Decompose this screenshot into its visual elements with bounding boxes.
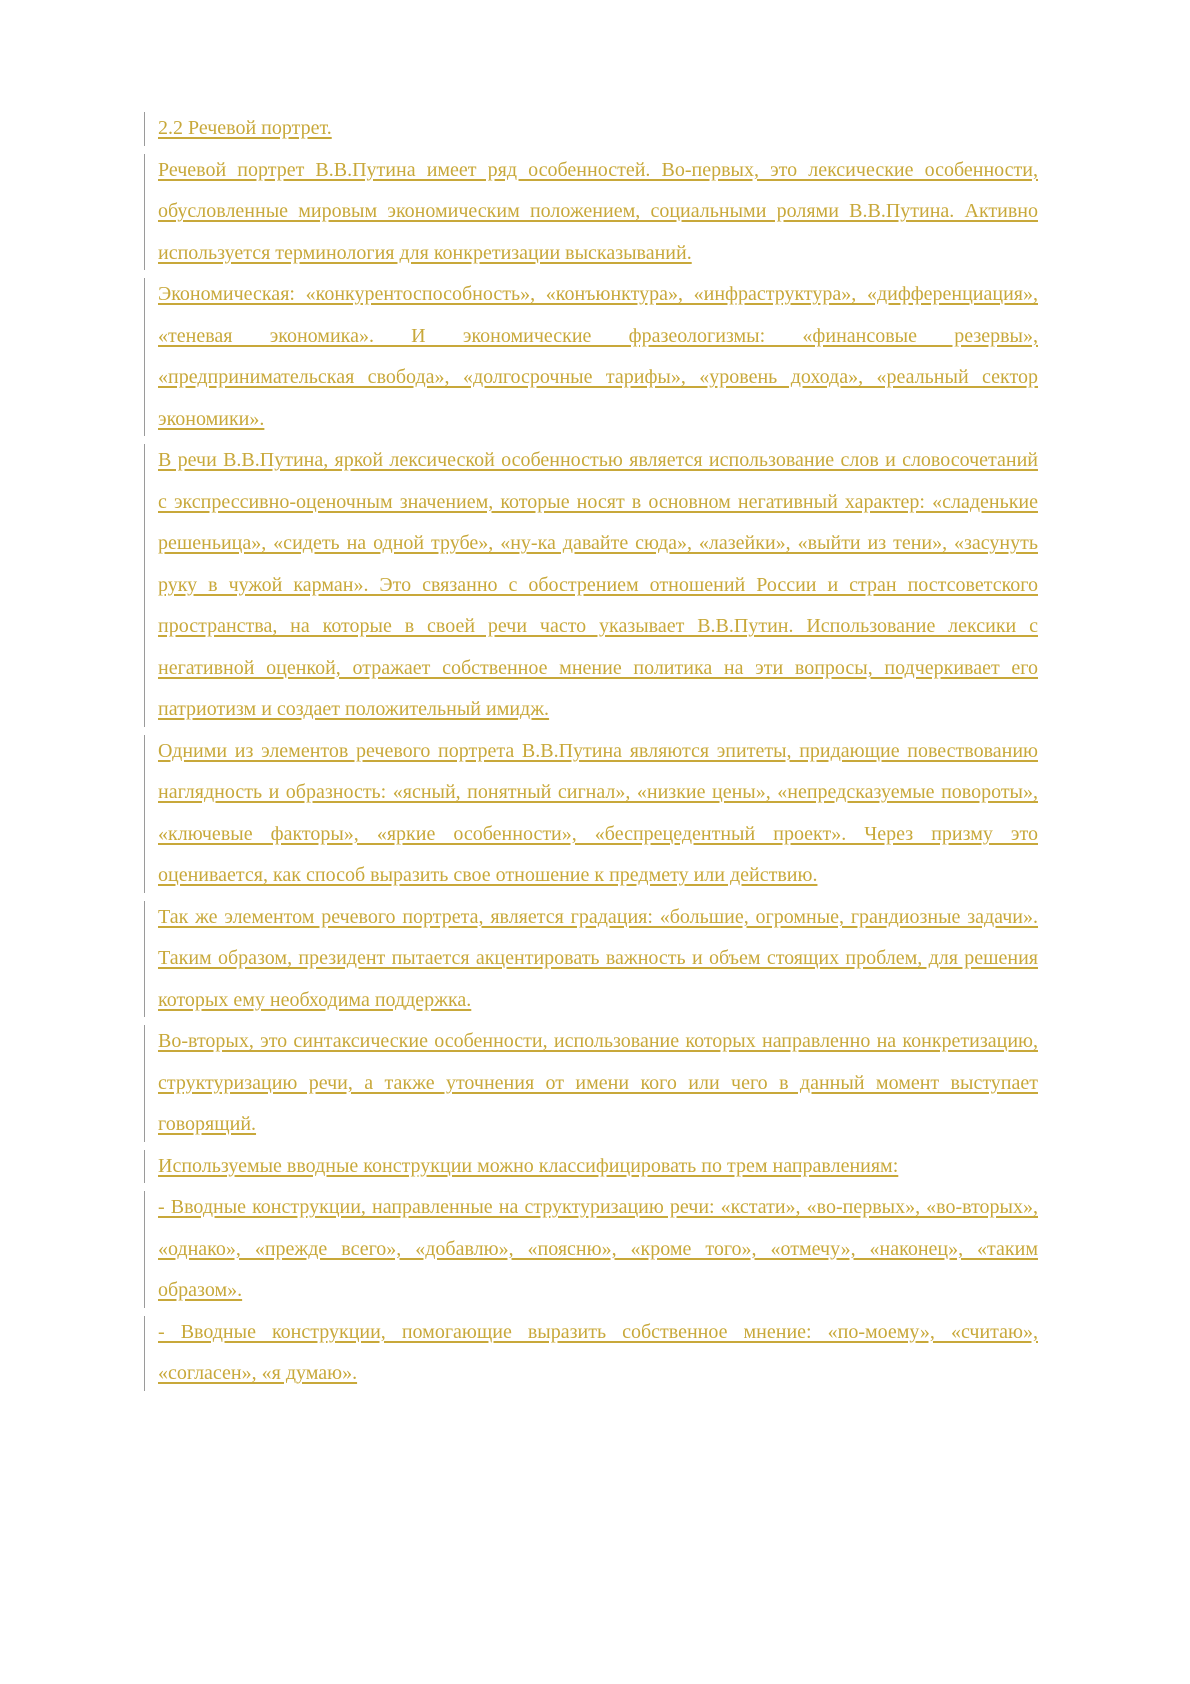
paragraph-gradation: Так же элементом речевого портрета, является градация: «большие, огромные, грандиозные задачи». Таким образом, президент пытается акцентировать важность и объем стоящих проблем, для решения которых ему необходима поддержка. [158, 897, 1038, 1022]
paragraph-expressive-vocabulary: В речи В.В.Путина, яркой лексической особенностью является использование слов и словосочетаний с экспрессивно-оценочным значением, которые носят в основном негативный характер: «сладенькие решеньица», «сидеть на одной трубе», «ну-ка давайте сюда», «лазейки», «выйти из тени», «засунуть руку в чужой карман». Это связанно с обострением отношений России и стран постсоветского пространства, на которые в своей речи часто указывает В.В.Путин. Использование лексики с негативной оценкой, отражает собственное мнение политика на эти вопросы, подчеркивает его патриотизм и создает положительный имидж. [158, 440, 1038, 731]
paragraph-introductory-constructions: Используемые вводные конструкции можно классифицировать по трем направлениям: [158, 1146, 1038, 1188]
list-item-opinion: - Вводные конструкции, помогающие выразить собственное мнение: «по-моему», «считаю», «согласен», «я думаю». [158, 1312, 1038, 1395]
paragraph-syntactic-features: Во-вторых, это синтаксические особенности, использование которых направленно на конкретизацию, структуризацию речи, а также уточнения от имени кого или чего в данный момент выступает говорящий. [158, 1021, 1038, 1146]
paragraph-lexical-features: Речевой портрет В.В.Путина имеет ряд особенностей. Во-первых, это лексические особенности, обусловленные мировым экономическим положением, социальными ролями В.В.Путина. Активно используется терминология для конкретизации высказываний. [158, 150, 1038, 275]
paragraph-economic-terms: Экономическая: «конкурентоспособность», «конъюнктура», «инфраструктура», «дифференциация», «теневая экономика». И экономические фразеологизмы: «финансовые резервы», «предпринимательская свобода», «долгосрочные тарифы», «уровень дохода», «реальный сектор экономики». [158, 274, 1038, 440]
paragraph-epithets: Одними из элементов речевого портрета В.В.Путина являются эпитеты, придающие повествованию наглядность и образность: «ясный, понятный сигнал», «низкие цены», «непредсказуемые повороты», «ключевые факторы», «яркие особенности», «беспрецедентный проект». Через призму это оценивается, как способ выразить свое отношение к предмету или действию. [158, 731, 1038, 897]
document-body [158, 108, 1038, 1395]
list-item-structuring: - Вводные конструкции, направленные на структуризацию речи: «кстати», «во-первых», «во-вторых», «однако», «прежде всего», «добавлю», «поясню», «кроме того», «отмечу», «наконец», «таким образом». [158, 1187, 1038, 1312]
section-heading: 2.2 Речевой портрет. [158, 108, 1038, 150]
